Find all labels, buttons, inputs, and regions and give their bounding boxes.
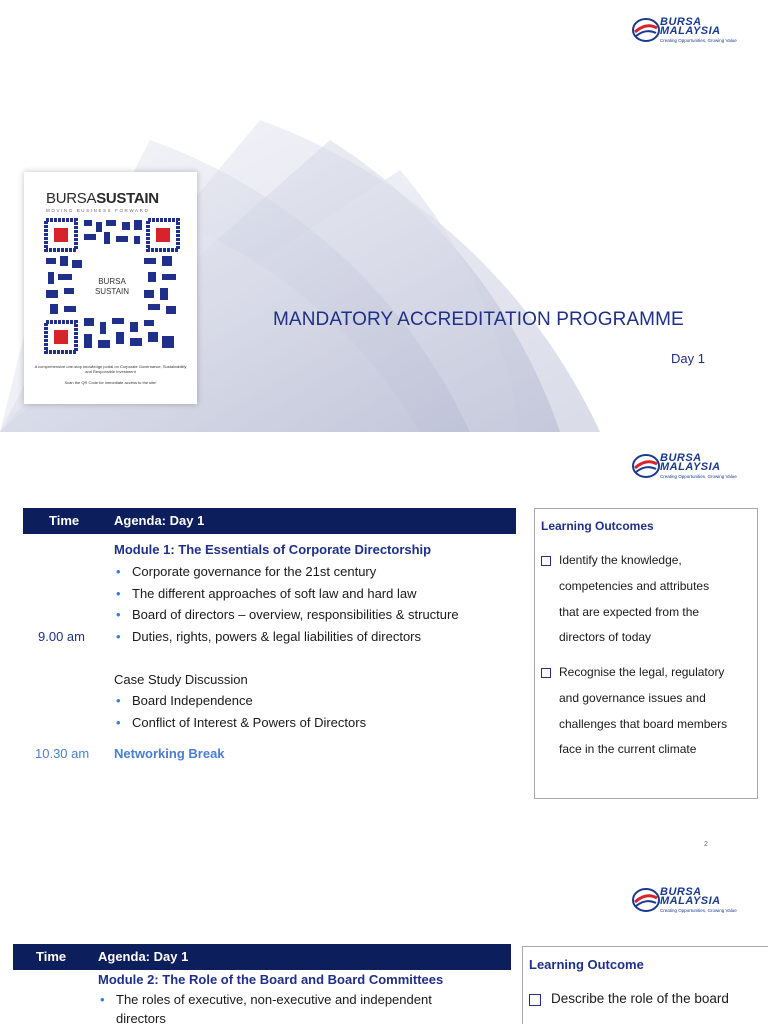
day-label: Day 1 — [671, 351, 705, 366]
checkbox-square-icon — [541, 668, 551, 678]
module-2-title: Module 2: The Role of the Board and Board Committees — [98, 972, 444, 987]
checkbox-square-icon — [529, 994, 541, 1006]
bursa-globe-icon — [632, 886, 660, 914]
qr-card-brand: BURSASUSTAIN — [46, 190, 159, 207]
list-item: • The roles of executive, non-executive and independent directors — [98, 990, 432, 1024]
session-time: 9.00 am — [38, 629, 85, 644]
logo-wordmark: BURSA MALAYSIA — [660, 886, 721, 907]
list-item: • Duties, rights, powers & legal liabilities of directors — [114, 626, 459, 648]
agenda-header-row — [13, 944, 511, 970]
bursa-malaysia-logo — [632, 884, 742, 918]
cover-slide — [0, 0, 768, 440]
svg-text:BURSA: BURSA — [98, 277, 126, 286]
learning-outcome-title: Learning Outcome — [529, 957, 644, 972]
bursa-malaysia-logo — [632, 14, 742, 48]
module-1-title: Module 1: The Essentials of Corporate Directorship — [114, 542, 432, 557]
agenda-header-row — [23, 508, 516, 534]
list-item: • Board of directors – overview, responsibilities & structure — [114, 604, 459, 626]
agenda-module-2-slide — [0, 860, 768, 1024]
agenda-header-title: Agenda: Day 1 — [114, 513, 205, 528]
logo-tagline: Creating Opportunities, Growing Value — [660, 474, 737, 479]
list-item: • Board Independence — [114, 690, 366, 712]
learning-outcome-item: Describe the role of the board — [529, 991, 729, 1006]
learning-outcome-panel — [522, 946, 768, 1024]
module-1-topic-list — [114, 561, 459, 647]
logo-tagline: Creating Opportunities, Growing Value — [660, 908, 737, 913]
logo-wordmark: BURSA MALAYSIA — [660, 16, 721, 37]
list-item: • The different approaches of soft law and hard law — [114, 583, 459, 605]
break-time: 10.30 am — [35, 746, 90, 761]
case-study-list — [114, 690, 366, 733]
bursa-globe-icon — [632, 452, 660, 480]
learning-outcomes-title: Learning Outcomes — [541, 519, 654, 533]
bursa-globe-icon — [632, 16, 660, 44]
checkbox-square-icon — [541, 556, 551, 566]
agenda-header-time: Time — [36, 949, 67, 964]
page-number: 2 — [704, 841, 708, 848]
bursa-malaysia-logo — [632, 450, 742, 484]
programme-title: MANDATORY ACCREDITATION PROGRAMME — [273, 309, 684, 330]
module-2-topic-list — [98, 990, 432, 1024]
qr-card-subtitle: MOVING BUSINESS FORWARD — [46, 208, 150, 213]
learning-outcome-item: Identify the knowledge, competencies and attributes that are expected from the directors of today — [541, 548, 756, 651]
break-label: Networking Break — [114, 746, 225, 761]
case-study-title: Case Study Discussion — [114, 672, 248, 687]
agenda-module-1-slide — [0, 440, 768, 860]
qr-card-caption: A comprehensive one-stop knowledge portal on Corporate Governance, Sustainability and Responsible Investment — [34, 364, 187, 374]
agenda-header-title: Agenda: Day 1 — [98, 949, 189, 964]
svg-text:SUSTAIN: SUSTAIN — [94, 287, 130, 296]
agenda-header-time: Time — [49, 513, 80, 528]
qr-code-icon — [44, 218, 180, 354]
list-item: • Corporate governance for the 21st century — [114, 561, 459, 583]
learning-outcomes-panel — [534, 508, 758, 799]
qr-card-scan-text: Scan the QR Code for immediate access to the site! — [64, 380, 157, 385]
bursa-sustain-qr-card — [24, 172, 197, 404]
logo-wordmark: BURSA MALAYSIA — [660, 452, 721, 473]
learning-outcome-item: Recognise the legal, regulatory and governance issues and challenges that board members face in the current climate — [541, 660, 756, 763]
logo-tagline: Creating Opportunities, Growing Value — [660, 38, 737, 43]
list-item: • Conflict of Interest & Powers of Directors — [114, 712, 366, 734]
